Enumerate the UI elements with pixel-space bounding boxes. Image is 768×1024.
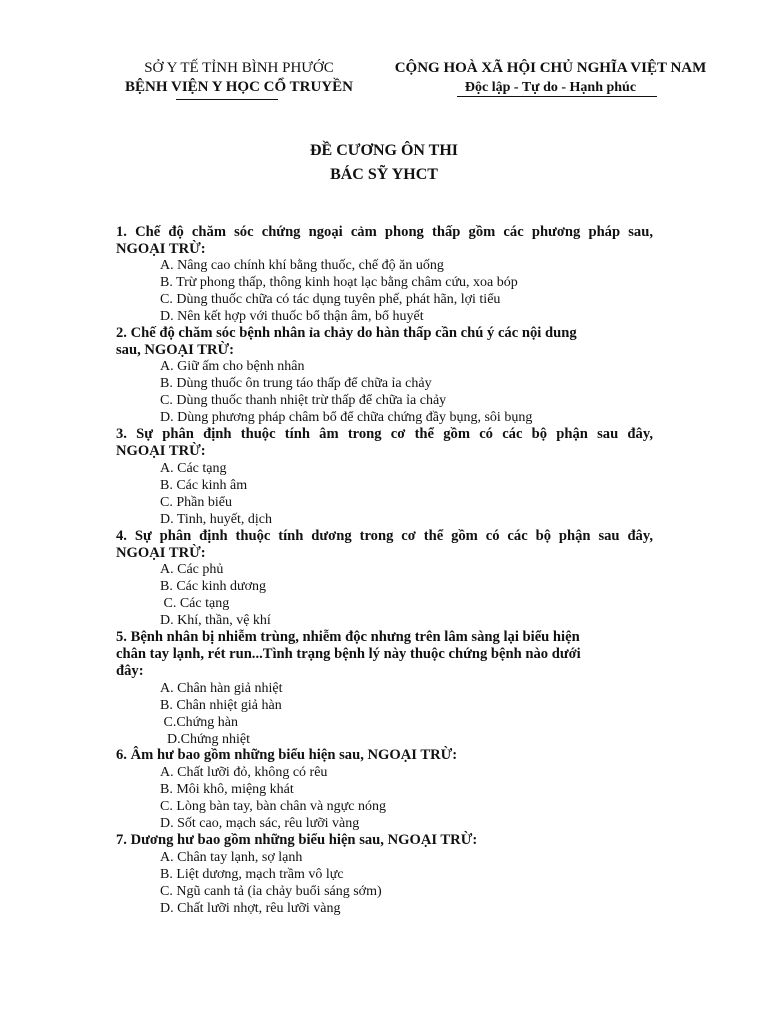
question-2 [116,325,606,359]
answer-option: A. Nâng cao chính khí bằng thuốc, chế độ ăn uống [160,258,444,273]
question-3 [116,426,653,460]
answer-option: C. Dùng thuốc chữa có tác dụng tuyên phế, phát hãn, lợi tiểu [160,292,501,307]
answer-option: D.Chứng nhiệt [160,732,251,747]
motto-underline [457,96,657,97]
question-text: 3. Sự phân định thuộc tính âm trong cơ thể gồm có các bộ phận sau đây, [116,426,653,442]
question-text: 6. Âm hư bao gồm những biểu hiện sau, NGOẠI TRỪ: [116,747,458,763]
answer-option: C. Ngũ canh tả (ỉa chảy buổi sáng sớm) [160,884,382,899]
answer-option: A. Chân tay lạnh, sợ lạnh [160,850,303,865]
question-7 [116,832,653,849]
national-heading [378,59,723,97]
answer-option: A. Chân hàn giả nhiệt [160,681,283,696]
question-1 [116,224,653,258]
answer-option: A. Chất lưỡi đỏ, không có rêu [160,765,328,780]
answer-option: B. Môi khô, miệng khát [160,782,294,797]
answer-option: D. Tinh, huyết, dịch [160,512,273,527]
answer-option: C. Dùng thuốc thanh nhiệt trừ thấp để chữa ỉa chảy [160,393,447,408]
answer-option: B. Trừ phong thấp, thông kinh hoạt lạc bằng châm cứu, xoa bóp [160,275,518,290]
answer-option: A. Các tạng [160,461,227,476]
answer-option: D. Khí, thần, vệ khí [160,613,271,628]
question-5 [116,629,653,680]
hospital-name: BỆNH VIỆN Y HỌC CỔ TRUYỀN [125,79,353,95]
department-name: SỞ Y TẾ TỈNH BÌNH PHƯỚC [144,60,334,76]
issuer-block [100,59,378,97]
question-4 [116,528,653,562]
answer-option: D. Dùng phương pháp châm bổ để chữa chứng đầy bụng, sôi bụng [160,410,533,425]
question-text: sau, NGOẠI TRỪ: [116,342,234,358]
answer-option: B. Liệt dương, mạch trầm vô lực [160,867,344,882]
answer-option: C.Chứng hàn [160,715,238,730]
answer-option: B. Chân nhiệt giả hàn [160,698,282,713]
answer-option: C. Phần biểu [160,495,232,510]
question-text: NGOẠI TRỪ: [116,443,206,459]
question-text: NGOẠI TRỪ: [116,241,206,257]
national-motto: Độc lập - Tự do - Hạnh phúc [464,80,637,95]
answer-option: D. Chất lưỡi nhợt, rêu lưỡi vàng [160,901,341,916]
answer-option: D. Sốt cao, mạch sác, rêu lưỡi vàng [160,816,360,831]
question-text: 5. Bệnh nhân bị nhiễm trùng, nhiễm độc nhưng trên lâm sàng lại biểu hiện [116,629,580,645]
document-subtitle: BÁC SỸ YHCT [330,166,438,183]
answer-option: B. Các kinh âm [160,478,248,493]
question-text: 4. Sự phân định thuộc tính dương trong cơ thể gồm có các bộ phận sau đây, [116,528,653,544]
answer-option: B. Dùng thuốc ôn trung táo thấp để chữa ỉa chảy [160,376,432,391]
answer-option: D. Nên kết hợp với thuốc bổ thận âm, bổ huyết [160,309,424,324]
question-text: chân tay lạnh, rét run...Tình trạng bệnh lý này thuộc chứng bệnh nào dưới [116,646,581,662]
answer-option: A. Các phủ [160,562,224,577]
answer-option: A. Giữ ấm cho bệnh nhân [160,359,305,374]
question-text: 2. Chế độ chăm sóc bệnh nhân ỉa chảy do hàn thấp cần chú ý các nội dung [116,325,577,341]
answer-option: C. Các tạng [160,596,230,611]
question-6 [116,747,653,764]
question-text: 7. Dương hư bao gồm những biểu hiện sau, NGOẠI TRỪ: [116,832,478,848]
question-text: 1. Chế độ chăm sóc chứng ngoại cảm phong thấp gồm các phương pháp sau, [116,224,653,240]
country-name: CỘNG HOÀ XÃ HỘI CHỦ NGHĨA VIỆT NAM [394,60,707,76]
answer-option: B. Các kinh dương [160,579,266,594]
question-text: đây: [116,663,144,679]
document-title: ĐỀ CƯƠNG ÔN THI [309,142,458,159]
issuer-underline [176,99,278,100]
answer-option: C. Lòng bàn tay, bàn chân và ngực nóng [160,799,386,814]
question-text: NGOẠI TRỪ: [116,545,206,561]
